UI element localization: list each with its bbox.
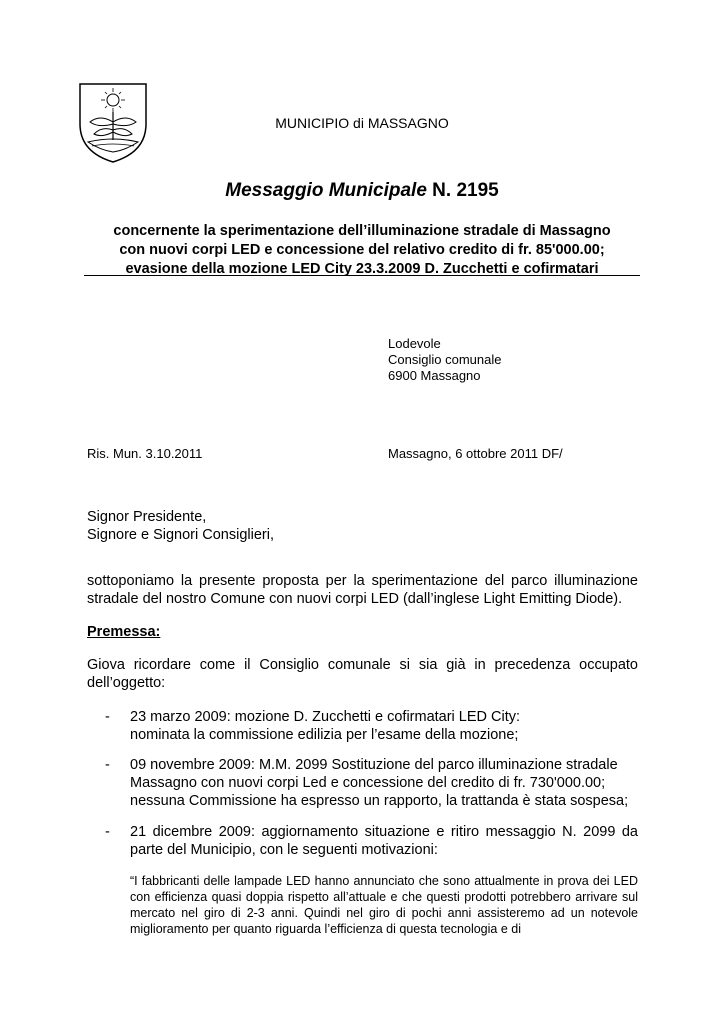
list-dash: - [105,709,110,725]
salutation-line: Signore e Signori Consiglieri, [87,527,274,543]
addressee-line: Consiglio comunale [388,352,502,367]
addressee-block [388,336,501,384]
salutation [87,508,274,544]
list-item-line: nessuna Commissione ha espresso un rapporto, la trattanda è stata sospesa; [130,793,629,809]
list-item-line: 23 marzo 2009: mozione D. Zucchetti e cofirmatari LED City: [130,709,521,725]
place-date: Massagno, 6 ottobre 2011 DF/ [388,446,563,461]
list-item-line: nominata la commissione edilizia per l’esame della mozione; [130,727,519,743]
list-dash: - [105,824,110,840]
list-item-text: 21 dicembre 2009: aggiornamento situazione e ritiro messaggio N. 2099 da parte del Municipio, con le seguenti motivazioni: [130,824,638,858]
list-dash: - [105,757,110,773]
title-italic-part: Messaggio Municipale [225,180,427,201]
premessa-paragraph: Giova ricordare come il Consiglio comunale si sia già in precedenza occupato dell’oggetto: [87,657,638,691]
title-number: N. 2195 [426,180,499,201]
list-item-text [130,708,638,744]
resolution-reference: Ris. Mun. 3.10.2011 [87,446,203,461]
addressee-line: 6900 Massagno [388,368,481,383]
subject-line: evasione della mozione LED City 23.3.2009 D. Zucchetti e cofirmatari [125,261,599,277]
list-item-line: 09 novembre 2009: M.M. 2099 Sostituzione del parco illuminazione stradale [130,757,618,773]
document-subject [84,222,640,279]
salutation-line: Signor Presidente, [87,509,207,525]
subject-line: concernente la sperimentazione dell’illuminazione stradale di Massagno [113,223,611,239]
intro-paragraph: sottoponiamo la presente proposta per la sperimentazione del parco illuminazione stradale del nostro Comune con nuovi corpi LED (dall’inglese Light Emitting Diode). [87,573,638,607]
addressee-line: Lodevole [388,336,441,351]
list-item-text [130,756,638,810]
list-item-line: Massagno con nuovi corpi Led e concessione del credito di fr. 730'000.00; [130,775,606,791]
subject-line: con nuovi corpi LED e concessione del relativo credito di fr. 85'000.00; [119,242,605,258]
premessa-heading: Premessa: [87,624,161,640]
document-title [0,180,724,202]
quoted-motivation: “I fabbricanti delle lampade LED hanno annunciato che sono attualmente in prova dei LED con efficienza quasi doppia rispetto all’attuale e che questi prodotti potrebbero arrivare sul mercato nel giro di 2-3 anni. Quindi nel giro di pochi anni assisteremo ad un notevole miglioramento per quanto riguarda l’efficienza di questa tecnologia e di [130,874,638,936]
title-divider [84,275,640,276]
municipality-header: MUNICIPIO di MASSAGNO [275,115,449,131]
